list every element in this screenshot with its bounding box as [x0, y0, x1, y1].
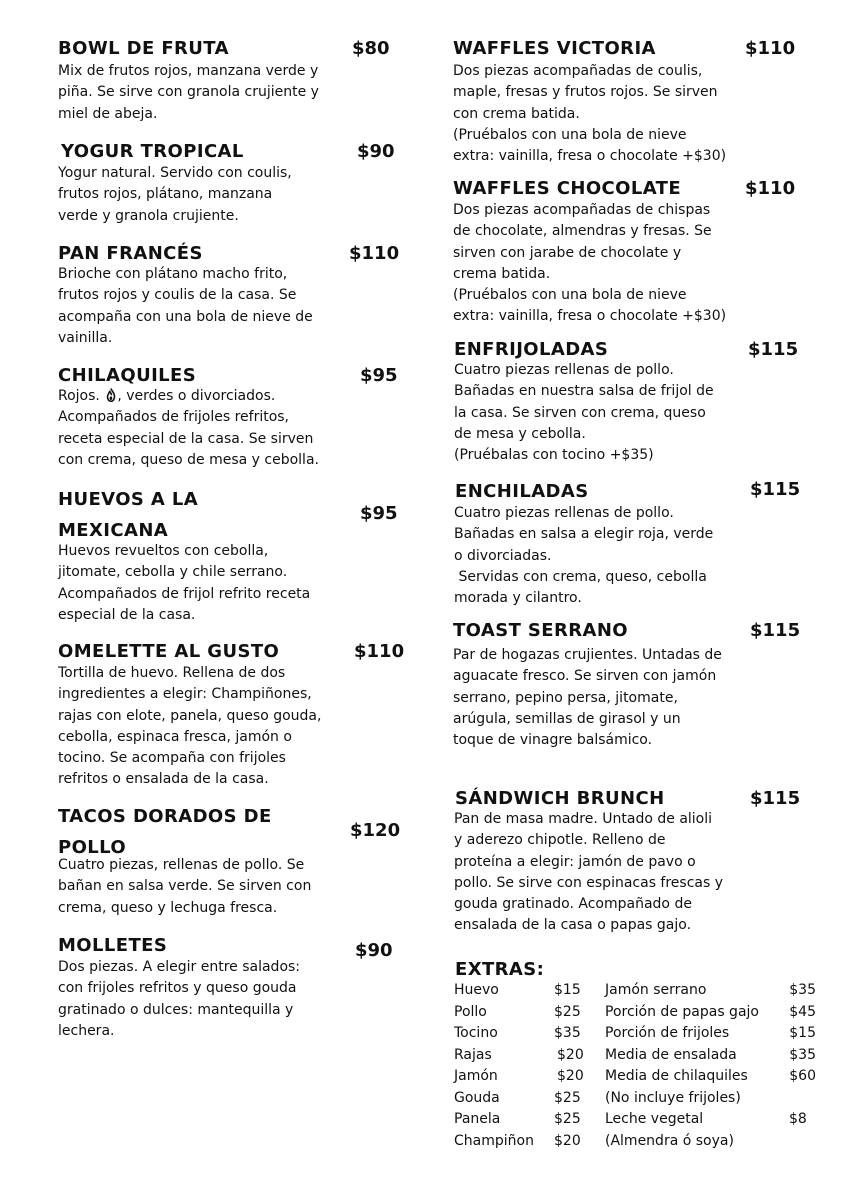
extra-price: $20 — [557, 1068, 584, 1084]
desc-text: , verdes o divorciados. — [117, 388, 276, 404]
desc-line: Servidas con crema, queso, cebolla — [454, 568, 707, 585]
extra-price: $45 — [789, 1003, 816, 1020]
extra-name: (Almendra ó soya) — [605, 1132, 734, 1149]
desc-line: bañan en salsa verde. Se sirven con — [58, 878, 312, 895]
desc-line: Cuatro piezas rellenas de pollo. — [454, 362, 674, 378]
title-line: TACOS DORADOS DE — [58, 806, 272, 827]
desc-line: Dos piezas acompañadas de coulis, — [453, 63, 703, 79]
desc-line: Bañadas en nuestra salsa de frijol de — [454, 383, 714, 400]
extra-name: Porción de frijoles — [605, 1025, 730, 1041]
extra-name: Champiñon — [454, 1132, 534, 1149]
sandwich-brunch-title: SÁNDWICH BRUNCH — [455, 788, 665, 809]
pan-price: $110 — [349, 243, 400, 264]
waffles-chocolate-description — [453, 200, 726, 328]
extra-price: $35 — [554, 1025, 581, 1041]
extra-price — [786, 1131, 816, 1153]
desc-line: con crema, queso de mesa y cebolla. — [58, 451, 319, 468]
extra-name: Jamón serrano — [605, 982, 707, 998]
extra-price: $35 — [789, 982, 816, 998]
enchiladas-description — [454, 503, 713, 609]
toast-serrano-description — [453, 645, 722, 751]
desc-line: crema batida. — [453, 265, 551, 282]
waffles-chocolate-title: WAFFLES CHOCOLATE — [453, 178, 682, 199]
desc-line: extra: vainilla, fresa o chocolate +$30) — [453, 148, 727, 165]
desc-line: con frijoles refritos y queso gouda — [58, 980, 297, 997]
molletes-description — [58, 957, 300, 1042]
extras-left-prices — [554, 980, 584, 1152]
desc-line: de chocolate, almendras y fresas. Se — [453, 223, 712, 240]
tacos-price: $120 — [350, 820, 401, 841]
extra-price: $25 — [554, 1089, 581, 1106]
desc-line — [58, 386, 319, 407]
extra-name: Pollo — [454, 1003, 487, 1020]
desc-line: gouda gratinado. Acompañado de — [454, 896, 692, 913]
desc-line: receta especial de la casa. Se sirven — [58, 430, 314, 447]
tacos-title — [58, 801, 272, 863]
desc-line: con crema batida. — [453, 105, 580, 122]
extra-price: $60 — [789, 1068, 816, 1084]
extra-name: Jamón — [454, 1068, 498, 1084]
flame-icon — [105, 388, 117, 402]
desc-line: Tortilla de huevo. Rellena de dos — [58, 665, 286, 681]
chilaquiles-title: CHILAQUILES — [58, 365, 197, 386]
toast-serrano-title: TOAST SERRANO — [453, 620, 629, 641]
extra-price: $20 — [557, 1046, 584, 1063]
extra-price: $25 — [554, 1111, 581, 1127]
huevos-price: $95 — [360, 503, 398, 524]
omelette-title: OMELETTE AL GUSTO — [58, 641, 280, 662]
extra-price: $20 — [554, 1132, 581, 1149]
tacos-description — [58, 855, 311, 919]
chilaquiles-price: $95 — [360, 365, 398, 386]
waffles-victoria-title: WAFFLES VICTORIA — [453, 38, 656, 59]
desc-line: ingredientes a elegir: Champiñones, — [58, 686, 312, 703]
desc-line: miel de abeja. — [58, 105, 158, 122]
extra-price — [786, 1088, 816, 1110]
desc-line: Cuatro piezas, rellenas de pollo. Se — [58, 857, 305, 873]
desc-line: morada y cilantro. — [454, 590, 582, 607]
desc-line: (Pruébalos con una bola de nieve — [453, 126, 687, 143]
yogur-description — [58, 163, 292, 227]
extras-right-prices — [786, 980, 816, 1152]
omelette-price: $110 — [354, 641, 405, 662]
desc-line: Mix de frutos rojos, manzana verde y — [58, 63, 319, 79]
desc-line: rajas con elote, panela, queso gouda, — [58, 707, 322, 724]
desc-line: y aderezo chipotle. Relleno de — [454, 832, 666, 849]
title-line: MEXICANA — [58, 520, 169, 541]
enchiladas-title: ENCHILADAS — [455, 481, 589, 502]
title-line: HUEVOS A LA — [58, 489, 199, 510]
desc-line: pollo. Se sirve con espinacas frescas y — [454, 874, 724, 891]
desc-line: maple, fresas y frutos rojos. Se sirven — [453, 84, 718, 101]
desc-line: gratinado o dulces: mantequilla y — [58, 1001, 294, 1018]
extra-name: Rajas — [454, 1046, 492, 1063]
desc-line: serrano, pepino persa, jitomate, — [453, 689, 678, 706]
yogur-price: $90 — [357, 141, 395, 162]
desc-line: (Pruébalas con tocino +$35) — [454, 447, 654, 464]
desc-line: verde y granola crujiente. — [58, 207, 239, 224]
waffles-victoria-description — [453, 61, 726, 167]
desc-line: Bañadas en salsa a elegir roja, verde — [454, 526, 714, 543]
desc-line: arúgula, semillas de girasol y un — [453, 710, 681, 727]
omelette-description — [58, 663, 321, 791]
extra-name: Media de ensalada — [605, 1046, 737, 1063]
desc-line: Cuatro piezas rellenas de pollo. — [454, 505, 674, 521]
molletes-title: MOLLETES — [58, 935, 168, 956]
extra-name: (No incluye frijoles) — [605, 1089, 741, 1106]
extra-price: $15 — [789, 1025, 816, 1041]
desc-line: frutos rojos y coulis de la casa. Se — [58, 287, 297, 304]
desc-line: extra: vainilla, fresa o chocolate +$30) — [453, 308, 727, 325]
desc-line: Dos piezas acompañadas de chispas — [453, 202, 711, 218]
bowl-title: BOWL DE FRUTA — [58, 38, 229, 59]
extra-name: Leche vegetal — [605, 1111, 704, 1127]
desc-line: frutos rojos, plátano, manzana — [58, 186, 273, 203]
huevos-description — [58, 541, 310, 626]
desc-line: cebolla, espinaca fresca, jamón o — [58, 728, 292, 745]
sandwich-brunch-description — [454, 809, 723, 937]
desc-line: la casa. Se sirven con crema, queso — [454, 404, 706, 421]
desc-line: Yogur natural. Servido con coulis, — [58, 165, 292, 181]
sandwich-brunch-price: $115 — [750, 788, 801, 809]
desc-line: acompaña con una bola de nieve de — [58, 308, 313, 325]
pan-title: PAN FRANCÉS — [58, 243, 203, 264]
extra-name: Gouda — [454, 1089, 500, 1106]
toast-serrano-price: $115 — [750, 620, 801, 641]
extra-price: $25 — [554, 1003, 581, 1020]
extra-name: Tocino — [454, 1025, 498, 1041]
desc-line: piña. Se sirve con granola crujiente y — [58, 84, 319, 101]
extras-title: EXTRAS: — [455, 959, 545, 980]
desc-line: (Pruébalos con una bola de nieve — [453, 287, 687, 304]
extra-name: Porción de papas gajo — [605, 1003, 759, 1020]
waffles-chocolate-price: $110 — [745, 178, 796, 199]
chilaquiles-description — [58, 386, 319, 471]
extra-price: $8 — [789, 1111, 807, 1127]
desc-line: Brioche con plátano macho frito, — [58, 266, 288, 282]
enfrijoladas-title: ENFRIJOLADAS — [454, 339, 609, 360]
desc-line: sirven con jarabe de chocolate y — [453, 244, 682, 261]
extra-name: Huevo — [454, 982, 499, 998]
desc-line: Pan de masa madre. Untado de alioli — [454, 811, 713, 827]
desc-line: Acompañados de frijol refrito receta — [58, 585, 311, 602]
extra-price: $15 — [554, 982, 581, 998]
enfrijoladas-price: $115 — [748, 339, 799, 360]
desc-text: Rojos. — [58, 388, 105, 404]
yogur-title: YOGUR TROPICAL — [61, 141, 244, 162]
desc-line: aguacate fresco. Se sirven con jamón — [453, 668, 717, 685]
desc-line: de mesa y cebolla. — [454, 425, 586, 442]
molletes-price: $90 — [355, 940, 393, 961]
desc-line: crema, queso y lechuga fresca. — [58, 899, 278, 916]
desc-line: refritos o ensalada de la casa. — [58, 771, 269, 788]
extras-left-names — [454, 980, 534, 1152]
enfrijoladas-description — [454, 360, 714, 466]
desc-line: proteína a elegir: jamón de pavo o — [454, 853, 696, 870]
extra-name: Media de chilaquiles — [605, 1068, 748, 1084]
desc-line: ensalada de la casa o papas gajo. — [454, 917, 692, 934]
desc-line: lechera. — [58, 1022, 115, 1039]
extra-name: Panela — [454, 1111, 501, 1127]
title-line: POLLO — [58, 837, 127, 858]
desc-line: o divorciadas. — [454, 547, 552, 564]
huevos-title — [58, 484, 198, 546]
desc-line: toque de vinagre balsámico. — [453, 732, 653, 749]
pan-description — [58, 264, 313, 349]
extra-price: $35 — [789, 1046, 816, 1063]
desc-line: vainilla. — [58, 329, 113, 346]
desc-line: Acompañados de frijoles refritos, — [58, 409, 290, 426]
desc-line: tocino. Se acompaña con frijoles — [58, 750, 286, 767]
bowl-price: $80 — [352, 38, 390, 59]
desc-line: jitomate, cebolla y chile serrano. — [58, 564, 288, 581]
extras-right-names — [605, 980, 759, 1152]
enchiladas-price: $115 — [750, 479, 801, 500]
desc-line: Huevos revueltos con cebolla, — [58, 543, 269, 559]
bowl-description — [58, 61, 319, 125]
desc-line: Par de hogazas crujientes. Untadas de — [453, 647, 722, 663]
desc-line: especial de la casa. — [58, 606, 196, 623]
waffles-victoria-price: $110 — [745, 38, 796, 59]
desc-line: Dos piezas. A elegir entre salados: — [58, 959, 301, 975]
